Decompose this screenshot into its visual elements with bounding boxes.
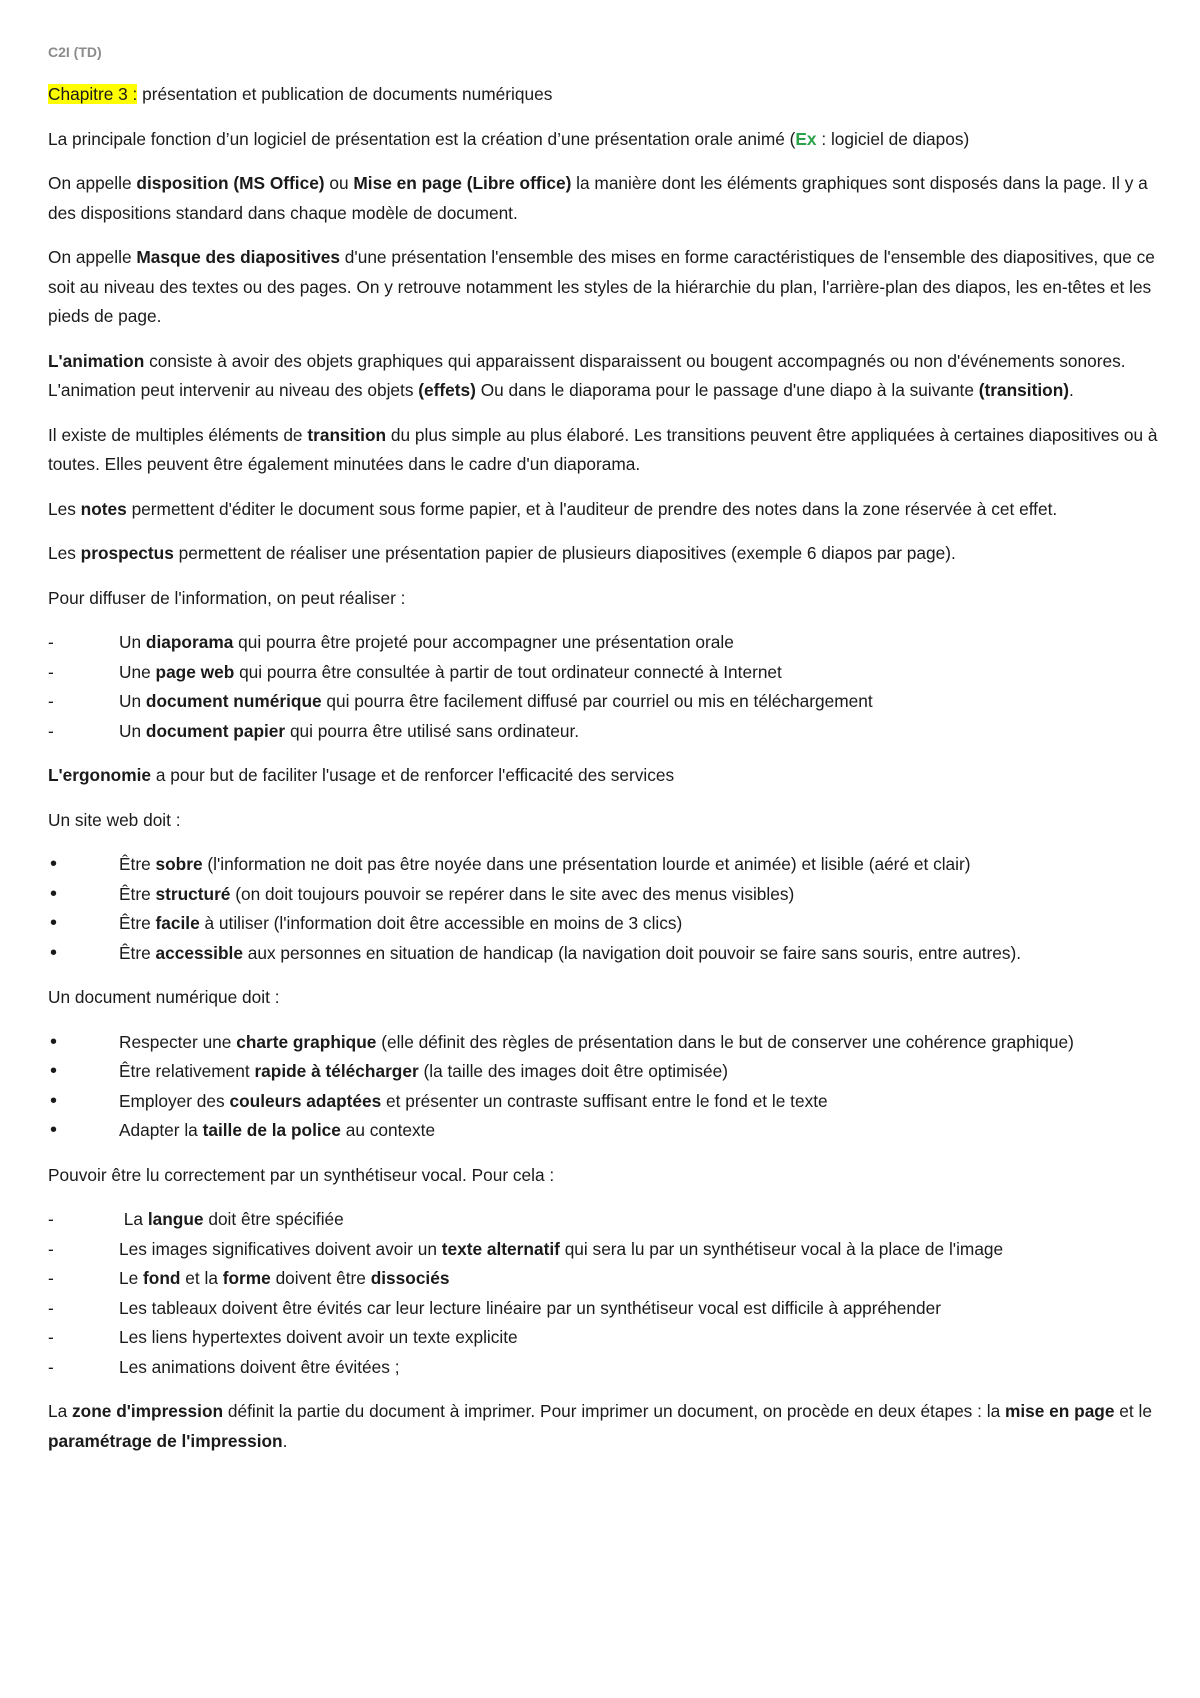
dash-marker: - bbox=[48, 1238, 54, 1259]
dash-marker: - bbox=[48, 720, 54, 741]
list-item bbox=[48, 717, 1168, 747]
list-item bbox=[48, 1235, 1168, 1265]
dash-marker: - bbox=[48, 661, 54, 682]
list-item bbox=[48, 939, 1168, 969]
dash-marker: - bbox=[48, 691, 54, 711]
text: qui sera lu par un synthétiseur vocal à la place de l'image bbox=[559, 1238, 1004, 1259]
list-item bbox=[48, 1353, 1168, 1383]
bold-term: L'ergonomie bbox=[48, 765, 152, 785]
text: la manière dont les éléments graphiques sont disposés dans la page. Il y a des dispositions standard dans chaque modèle de document. bbox=[48, 173, 1148, 223]
text: Une bbox=[119, 661, 156, 682]
bullet-marker: • bbox=[50, 912, 58, 934]
text: définit la partie du document à imprimer. Pour imprimer un document, on procède en deux étapes : la bbox=[223, 1401, 1005, 1421]
text: Les bbox=[48, 543, 81, 563]
bold-term: paramétrage de l'impression bbox=[48, 1430, 283, 1451]
dash-marker: - bbox=[48, 1356, 54, 1377]
text: Les bbox=[48, 498, 81, 519]
text: Ou dans le diaporama pour le passage d'une diapo à la suivante bbox=[475, 380, 979, 400]
bullet-marker: • bbox=[50, 1089, 58, 1112]
text: à utiliser (l'information doit être accessible en moins de 3 clics) bbox=[199, 913, 683, 933]
dash-marker: - bbox=[48, 632, 54, 652]
bold-term: transition bbox=[307, 424, 387, 445]
bold-term: texte alternatif bbox=[441, 1238, 560, 1259]
text: doivent être bbox=[270, 1268, 371, 1288]
text: Les liens hypertextes doivent avoir un texte explicite bbox=[119, 1327, 518, 1347]
paragraph-animation bbox=[48, 347, 1168, 406]
list-diffusion bbox=[48, 628, 1168, 746]
bold-term: accessible bbox=[155, 942, 243, 963]
list-item bbox=[48, 628, 1168, 658]
paragraph-doc-numerique: Un document numérique doit : bbox=[48, 987, 280, 1007]
bold-term: structuré bbox=[155, 883, 231, 904]
paragraph-impression bbox=[48, 1397, 1168, 1456]
list-item bbox=[48, 1294, 1168, 1324]
paragraph-diffuser: Pour diffuser de l'information, on peut réaliser : bbox=[48, 587, 406, 608]
text: et la bbox=[180, 1268, 223, 1288]
bold-term: Mise en page (Libre office) bbox=[353, 173, 572, 193]
bullet-marker: • bbox=[50, 1030, 58, 1053]
document-header: C2I (TD) bbox=[48, 44, 102, 60]
text: (elle définit des règles de présentation dans le but de conserver une cohérence graphique) bbox=[376, 1031, 1074, 1052]
text: a pour but de faciliter l'usage et de renforcer l'efficacité des services bbox=[151, 765, 675, 785]
list-item bbox=[48, 880, 1168, 910]
text: (on doit toujours pouvoir se repérer dans le site avec des menus visibles) bbox=[230, 883, 795, 904]
text: qui pourra être utilisé sans ordinateur. bbox=[285, 720, 580, 741]
bold-term: (transition) bbox=[978, 380, 1070, 400]
bullet-marker: • bbox=[50, 1060, 58, 1082]
text: qui pourra être projeté pour accompagner une présentation orale bbox=[233, 632, 734, 652]
bold-term: couleurs adaptées bbox=[229, 1090, 382, 1111]
bullet-marker: • bbox=[50, 882, 58, 905]
bullet-marker: • bbox=[50, 1119, 58, 1141]
paragraph-prospectus bbox=[48, 539, 1168, 569]
text: permettent de réaliser une présentation papier de plusieurs diapositives (exemple 6 diapos par page). bbox=[173, 543, 956, 563]
bold-term: L'animation bbox=[48, 350, 145, 371]
text: On appelle bbox=[48, 173, 137, 193]
bold-term: document numérique bbox=[145, 691, 322, 711]
bold-term: mise en page bbox=[1004, 1401, 1115, 1421]
bold-term: document papier bbox=[145, 720, 286, 741]
text: Un bbox=[119, 720, 146, 741]
paragraph-ergonomie bbox=[48, 761, 1168, 791]
text: d'une présentation l'ensemble des mises en forme caractéristiques de l'ensemble des diapositives, que ce soit au niveau des textes ou des pages. On y retrouve notamment les styles de la hiérarchie du plan, l'arrière-plan des diapos, les en-têtes et les pieds de page. bbox=[48, 247, 1155, 326]
text: et présenter un contraste suffisant entre le fond et le texte bbox=[381, 1090, 828, 1111]
text: (la taille des images doit être optimisée) bbox=[418, 1061, 728, 1081]
example-label: Ex bbox=[795, 128, 817, 149]
text: . bbox=[1069, 380, 1074, 400]
list-item bbox=[48, 850, 1168, 880]
text: Le bbox=[119, 1268, 144, 1288]
bold-term: zone d'impression bbox=[72, 1401, 224, 1421]
bold-term: dissociés bbox=[370, 1268, 450, 1288]
list-item bbox=[48, 1087, 1168, 1117]
list-item bbox=[48, 1323, 1168, 1353]
text: On appelle bbox=[48, 247, 137, 267]
text: Un bbox=[119, 691, 146, 711]
text: du plus simple au plus élaboré. Les transitions peuvent être appliquées à certaines diapositives ou à toutes. Elles peuvent être également minutées dans le cadre d'un diaporama. bbox=[48, 424, 1158, 474]
paragraph-site-web: Un site web doit : bbox=[48, 809, 181, 830]
text: aux personnes en situation de handicap (la navigation doit pouvoir se faire sans souris, entre autres). bbox=[242, 942, 1022, 963]
dash-marker: - bbox=[48, 1327, 54, 1347]
text: permettent d'éditer le document sous forme papier, et à l'auditeur de prendre des notes dans la zone réservée à cet effet. bbox=[126, 498, 1058, 519]
list-item bbox=[48, 687, 1168, 717]
dash-marker: - bbox=[48, 1268, 54, 1288]
text: : logiciel de diapos) bbox=[816, 128, 970, 149]
text: doit être spécifiée bbox=[203, 1209, 344, 1229]
bold-term: diaporama bbox=[145, 632, 234, 652]
bold-term: charte graphique bbox=[236, 1031, 377, 1052]
list-site-web bbox=[48, 850, 1168, 968]
text: Être relativement bbox=[119, 1061, 255, 1081]
bold-term: disposition (MS Office) bbox=[136, 173, 325, 193]
chapter-text: présentation et publication de documents numériques bbox=[137, 84, 553, 104]
bold-term: (effets) bbox=[418, 380, 476, 400]
text: Être bbox=[119, 942, 156, 963]
paragraph-transition bbox=[48, 421, 1168, 480]
text: Adapter la bbox=[119, 1120, 203, 1140]
list-synthetiseur bbox=[48, 1205, 1168, 1382]
list-item bbox=[48, 658, 1168, 688]
bullet-marker: • bbox=[50, 941, 58, 964]
bold-term: langue bbox=[147, 1209, 204, 1229]
bullet-marker: • bbox=[50, 853, 58, 875]
text: au contexte bbox=[340, 1120, 436, 1140]
text: Les animations doivent être évitées ; bbox=[119, 1356, 400, 1377]
text: Être bbox=[119, 913, 156, 933]
list-item bbox=[48, 1205, 1168, 1235]
list-item bbox=[48, 1116, 1168, 1146]
text: (l'information ne doit pas être noyée dans une présentation lourde et animée) et lisible (aéré et clair) bbox=[202, 854, 971, 874]
text: Un bbox=[119, 632, 146, 652]
text: ou bbox=[324, 173, 354, 193]
list-doc-numerique bbox=[48, 1028, 1168, 1146]
text: qui pourra être consultée à partir de tout ordinateur connecté à Internet bbox=[234, 661, 782, 682]
chapter-label: Chapitre 3 : bbox=[48, 84, 138, 104]
bold-term: fond bbox=[143, 1268, 181, 1288]
bold-term: facile bbox=[155, 913, 200, 933]
text: Employer des bbox=[119, 1090, 230, 1111]
bold-term: rapide à télécharger bbox=[254, 1061, 419, 1081]
text: La principale fonction d’un logiciel de présentation est la création d’une présentation orale animé ( bbox=[48, 128, 796, 149]
text: qui pourra être facilement diffusé par courriel ou mis en téléchargement bbox=[321, 691, 873, 711]
paragraph-notes bbox=[48, 495, 1168, 525]
dash-marker: - bbox=[48, 1297, 54, 1318]
text: Les images significatives doivent avoir un bbox=[119, 1238, 442, 1259]
text: et le bbox=[1114, 1401, 1152, 1421]
paragraph-disposition bbox=[48, 169, 1168, 228]
text: Il existe de multiples éléments de bbox=[48, 424, 308, 445]
text: consiste à avoir des objets graphiques qui apparaissent disparaissent ou bougent accompagnés ou non d'événements sonores. L'animation peut intervenir au niveau des objets bbox=[48, 350, 1126, 400]
list-item bbox=[48, 1028, 1168, 1058]
text: La bbox=[119, 1209, 148, 1229]
paragraph-presentation bbox=[48, 125, 1168, 155]
bold-term: taille de la police bbox=[202, 1120, 341, 1140]
text: La bbox=[48, 1401, 73, 1421]
text: Être bbox=[119, 883, 156, 904]
bold-term: prospectus bbox=[80, 543, 174, 563]
list-item bbox=[48, 909, 1168, 939]
document-page bbox=[48, 44, 1168, 1471]
text: Être bbox=[119, 854, 156, 874]
bold-term: notes bbox=[80, 498, 127, 519]
list-item bbox=[48, 1057, 1168, 1087]
paragraph-synthetiseur: Pouvoir être lu correctement par un synthétiseur vocal. Pour cela : bbox=[48, 1164, 555, 1185]
dash-marker: - bbox=[48, 1209, 54, 1229]
bold-term: forme bbox=[222, 1268, 271, 1288]
bold-term: sobre bbox=[155, 854, 203, 874]
list-item bbox=[48, 1264, 1168, 1294]
text: Les tableaux doivent être évités car leur lecture linéaire par un synthétiseur vocal est difficile à appréhender bbox=[119, 1297, 941, 1318]
chapter-title bbox=[48, 80, 1168, 110]
bold-term: page web bbox=[155, 661, 235, 682]
paragraph-masque bbox=[48, 243, 1168, 332]
text: Respecter une bbox=[119, 1031, 237, 1052]
bold-term: Masque des diapositives bbox=[136, 247, 340, 267]
text: . bbox=[282, 1430, 288, 1451]
